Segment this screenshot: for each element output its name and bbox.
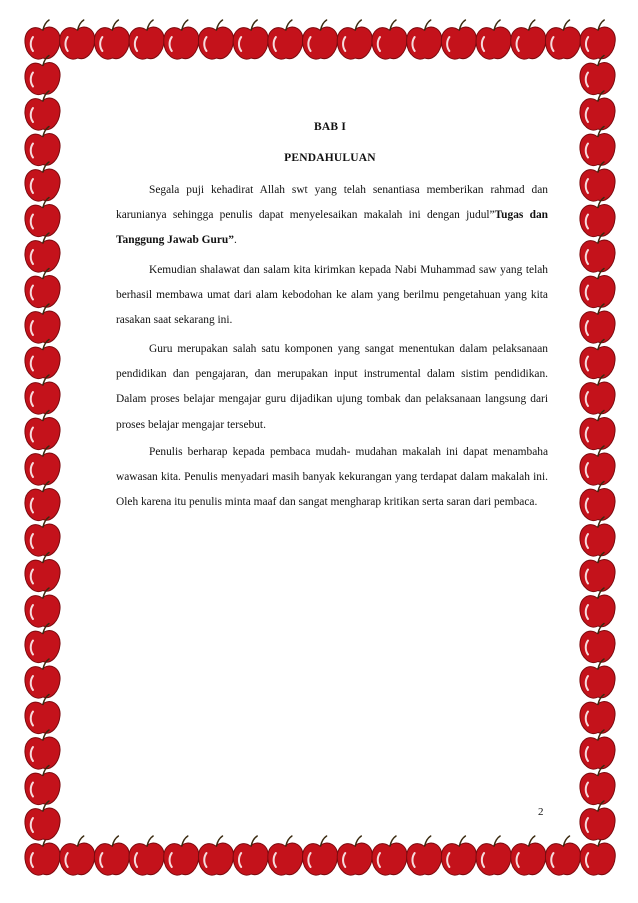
paragraph-text: Segala puji kehadirat Allah swt yang telah senantiasa memberikan rahmad dan karunianya sehingga penulis dapat menyelesaikan makalah ini dengan judul” — [116, 184, 548, 222]
paragraph-intro — [116, 178, 548, 254]
section-title: PENDAHULUAN — [284, 152, 376, 164]
paragraph-shalawat: Kemudian shalawat dan salam kita kirimkan kepada Nabi Muhammad saw yang telah berhasil membawa umat dari alam kebodohan ke alam yang berilmu pengetahuan yang kita rasakan saat sekarang ini. — [116, 264, 548, 327]
paragraph-penulis: Penulis berharap kepada pembaca mudah- mudahan makalah ini dapat menambaha wawasan kita. Penulis menyadari masih banyak kekurangan yang terdapat dalam makalah ini. Oleh karena itu penulis minta maaf dan sangat mengharap kritikan serta saran dari pembaca. — [116, 446, 548, 509]
paper-title: Tugas dan Tanggung Jawab Guru” — [116, 209, 548, 247]
page-number: 2 — [538, 806, 544, 818]
paragraph-guru: Guru merupakan salah satu komponen yang sangat menentukan dalam pelaksanaan pendidikan dan pengajaran, dan merupakan input instrumental dalam sistim pendidikan. Dalam proses belajar mengajar guru dijadikan ujung tombak dan pelaksanaan langsung dari proses belajar mengajar tersebut. — [116, 343, 548, 431]
paragraph-trailing: . — [233, 234, 237, 247]
chapter-heading: BAB I — [314, 121, 346, 133]
